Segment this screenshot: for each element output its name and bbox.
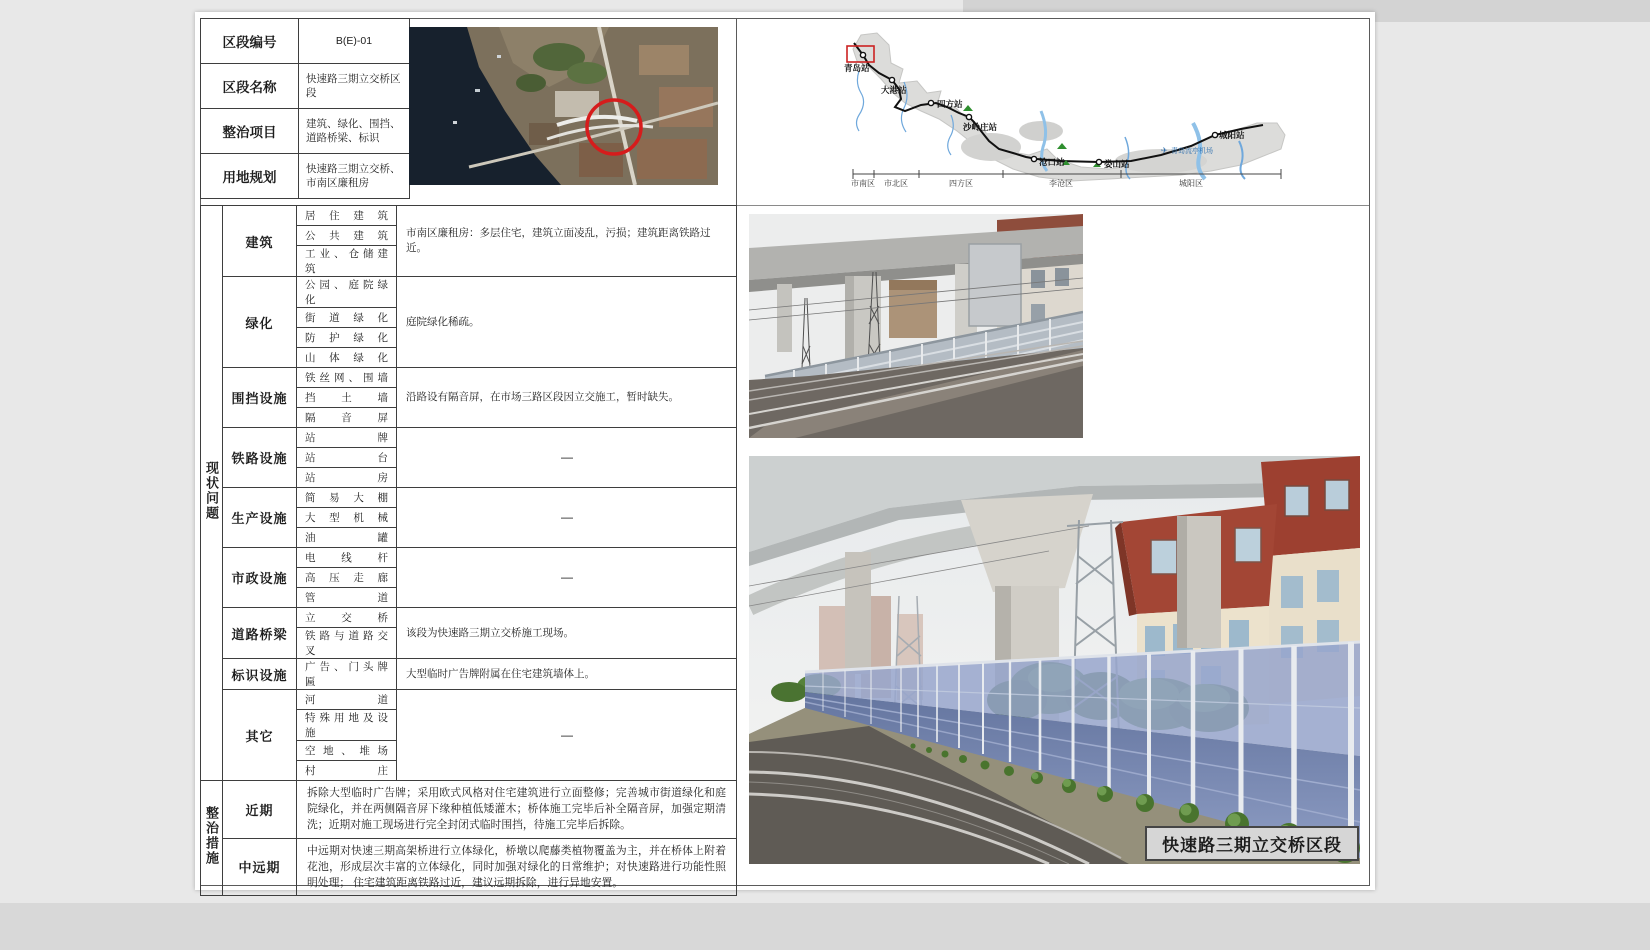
subitem-cell: 立 交 桥 <box>297 608 397 628</box>
info-value-cell: B(E)-01 <box>299 19 410 64</box>
table-row <box>201 64 410 109</box>
category-cell: 围挡设施 <box>223 368 297 428</box>
category-cell: 绿化 <box>223 277 297 368</box>
satellite-image <box>409 27 718 185</box>
subitem-cell: 空 地 、 堆 场 <box>297 741 397 761</box>
subitem-cell: 公 园 、 庭 院 绿 化 <box>297 277 397 308</box>
background-strip-bottom <box>0 903 1650 950</box>
category-cell: 道路桥梁 <box>223 608 297 659</box>
district-label: 市北区 <box>884 179 908 188</box>
table-row <box>201 19 410 64</box>
subitem-cell: 居 住 建 筑 <box>297 206 397 226</box>
table-row <box>201 277 737 308</box>
group-cell-measures: 整治措施 <box>201 781 223 896</box>
info-value-cell: 快速路三期立交桥区段 <box>299 64 410 109</box>
airport-label: 青岛流亭机场 <box>1171 148 1213 155</box>
subitem-cell: 街 道 绿 化 <box>297 308 397 328</box>
table-row <box>201 154 410 199</box>
category-cell: 生产设施 <box>223 488 297 548</box>
subitem-cell: 村 庄 <box>297 761 397 781</box>
info-table <box>200 18 410 199</box>
table-row <box>201 838 737 896</box>
info-label-cell: 区段名称 <box>201 64 299 109</box>
station-label: 娄山站 <box>1104 159 1130 169</box>
category-cell: 市政设施 <box>223 548 297 608</box>
desc-cell: — <box>397 488 737 548</box>
table-row <box>201 428 737 448</box>
desc-cell: 沿路设有隔音屏，在市场三路区段因立交施工，暂时缺失。 <box>397 368 737 428</box>
table-row <box>201 608 737 628</box>
desc-cell: — <box>397 428 737 488</box>
subitem-cell: 广 告 、 门 头 牌 匾 <box>297 659 397 690</box>
site-photo-current <box>749 214 1083 438</box>
photo-caption: 快速路三期立交桥区段 <box>1145 826 1359 861</box>
category-cell: 其它 <box>223 690 297 781</box>
station-label: 沧口站 <box>1039 157 1065 167</box>
subitem-cell: 工 业 、 仓 储 建 筑 <box>297 246 397 277</box>
subitem-cell: 电 线 杆 <box>297 548 397 568</box>
desc-cell: — <box>397 548 737 608</box>
group-cell-problems: 现状问题 <box>201 206 223 781</box>
district-label: 城阳区 <box>1179 179 1203 188</box>
category-cell: 铁路设施 <box>223 428 297 488</box>
desc-cell: 该段为快速路三期立交桥施工现场。 <box>397 608 737 659</box>
subitem-cell: 管 道 <box>297 588 397 608</box>
desc-cell: 大型临时广告牌附属在住宅建筑墙体上。 <box>397 659 737 690</box>
subitem-cell: 挡 土 墙 <box>297 388 397 408</box>
subitem-cell: 公 共 建 筑 <box>297 226 397 246</box>
site-rendering <box>749 456 1360 864</box>
info-label-cell: 区段编号 <box>201 19 299 64</box>
info-label-cell: 用地规划 <box>201 154 299 199</box>
subitem-cell: 站 房 <box>297 468 397 488</box>
desc-cell: 市南区廉租房：多层住宅，建筑立面凌乱，污损；建筑距离铁路过近。 <box>397 206 737 277</box>
station-label: 大港站 <box>881 85 907 95</box>
measure-text-cell: 拆除大型临时广告牌；采用欧式风格对住宅建筑进行立面整修；完善城市街道绿化和庭院绿化，并在两侧隔音屏下缘种植低矮灌木；桥体施工完毕后补全隔音屏，加强定期清洗；近期对施工现场进行完全封闭式临时围挡，待施工完毕后拆除。 <box>297 781 737 839</box>
subitem-cell: 铁 丝 网 、 围 墙 <box>297 368 397 388</box>
right-row-divider <box>736 205 1369 206</box>
table-row <box>201 690 737 710</box>
desc-cell: — <box>397 690 737 781</box>
status-table <box>200 205 737 896</box>
subitem-cell: 特 殊 用 地 及 设 施 <box>297 710 397 741</box>
category-cell: 建筑 <box>223 206 297 277</box>
subitem-cell: 河 道 <box>297 690 397 710</box>
subitem-cell: 隔 音 屏 <box>297 408 397 428</box>
table-row <box>201 659 737 690</box>
subitem-cell: 高 压 走 廊 <box>297 568 397 588</box>
station-label: 四方站 <box>937 99 963 109</box>
district-label: 市南区 <box>851 179 875 188</box>
measure-text-cell: 中远期对快速三期高架桥进行立体绿化，桥墩以爬藤类植物覆盖为主，并在桥体上附着花池，形成层次丰富的立体绿化，同时加强对绿化的日常维护；对快速路进行功能性照明处理； 住宅建筑距离铁路过近，建议远期拆除，进行异地安置。 <box>297 838 737 896</box>
info-value-cell: 快速路三期立交桥、市南区廉租房 <box>299 154 410 199</box>
district-label: 四方区 <box>949 179 973 188</box>
document-page <box>195 12 1375 890</box>
subitem-cell: 大 型 机 械 <box>297 508 397 528</box>
station-label: 青岛站 <box>844 63 870 73</box>
measure-name-cell: 近期 <box>223 781 297 839</box>
category-cell: 标识设施 <box>223 659 297 690</box>
table-row <box>201 488 737 508</box>
subitem-cell: 站 台 <box>297 448 397 468</box>
table-row <box>201 109 410 154</box>
table-row <box>201 548 737 568</box>
subitem-cell: 防 护 绿 化 <box>297 328 397 348</box>
table-row <box>201 368 737 388</box>
sheet-frame <box>200 18 1370 889</box>
subitem-cell: 简 易 大 棚 <box>297 488 397 508</box>
subitem-cell: 站 牌 <box>297 428 397 448</box>
railway-route-map <box>741 19 1371 203</box>
subitem-cell: 铁 路 与 道 路 交 叉 <box>297 628 397 659</box>
info-label-cell: 整治项目 <box>201 109 299 154</box>
subitem-cell: 油 罐 <box>297 528 397 548</box>
desc-cell: 庭院绿化稀疏。 <box>397 277 737 368</box>
airplane-icon: ✈ <box>1161 146 1168 155</box>
district-label: 李沧区 <box>1049 179 1073 188</box>
table-row <box>201 206 737 226</box>
station-label: 城阳站 <box>1219 130 1245 140</box>
info-value-cell: 建筑、绿化、围挡、道路桥梁、标识 <box>299 109 410 154</box>
subitem-cell: 山 体 绿 化 <box>297 348 397 368</box>
station-label: 沙岭庄站 <box>963 122 998 132</box>
rendering-image <box>749 456 1360 864</box>
measure-name-cell: 中远期 <box>223 838 297 896</box>
table-row <box>201 781 737 839</box>
